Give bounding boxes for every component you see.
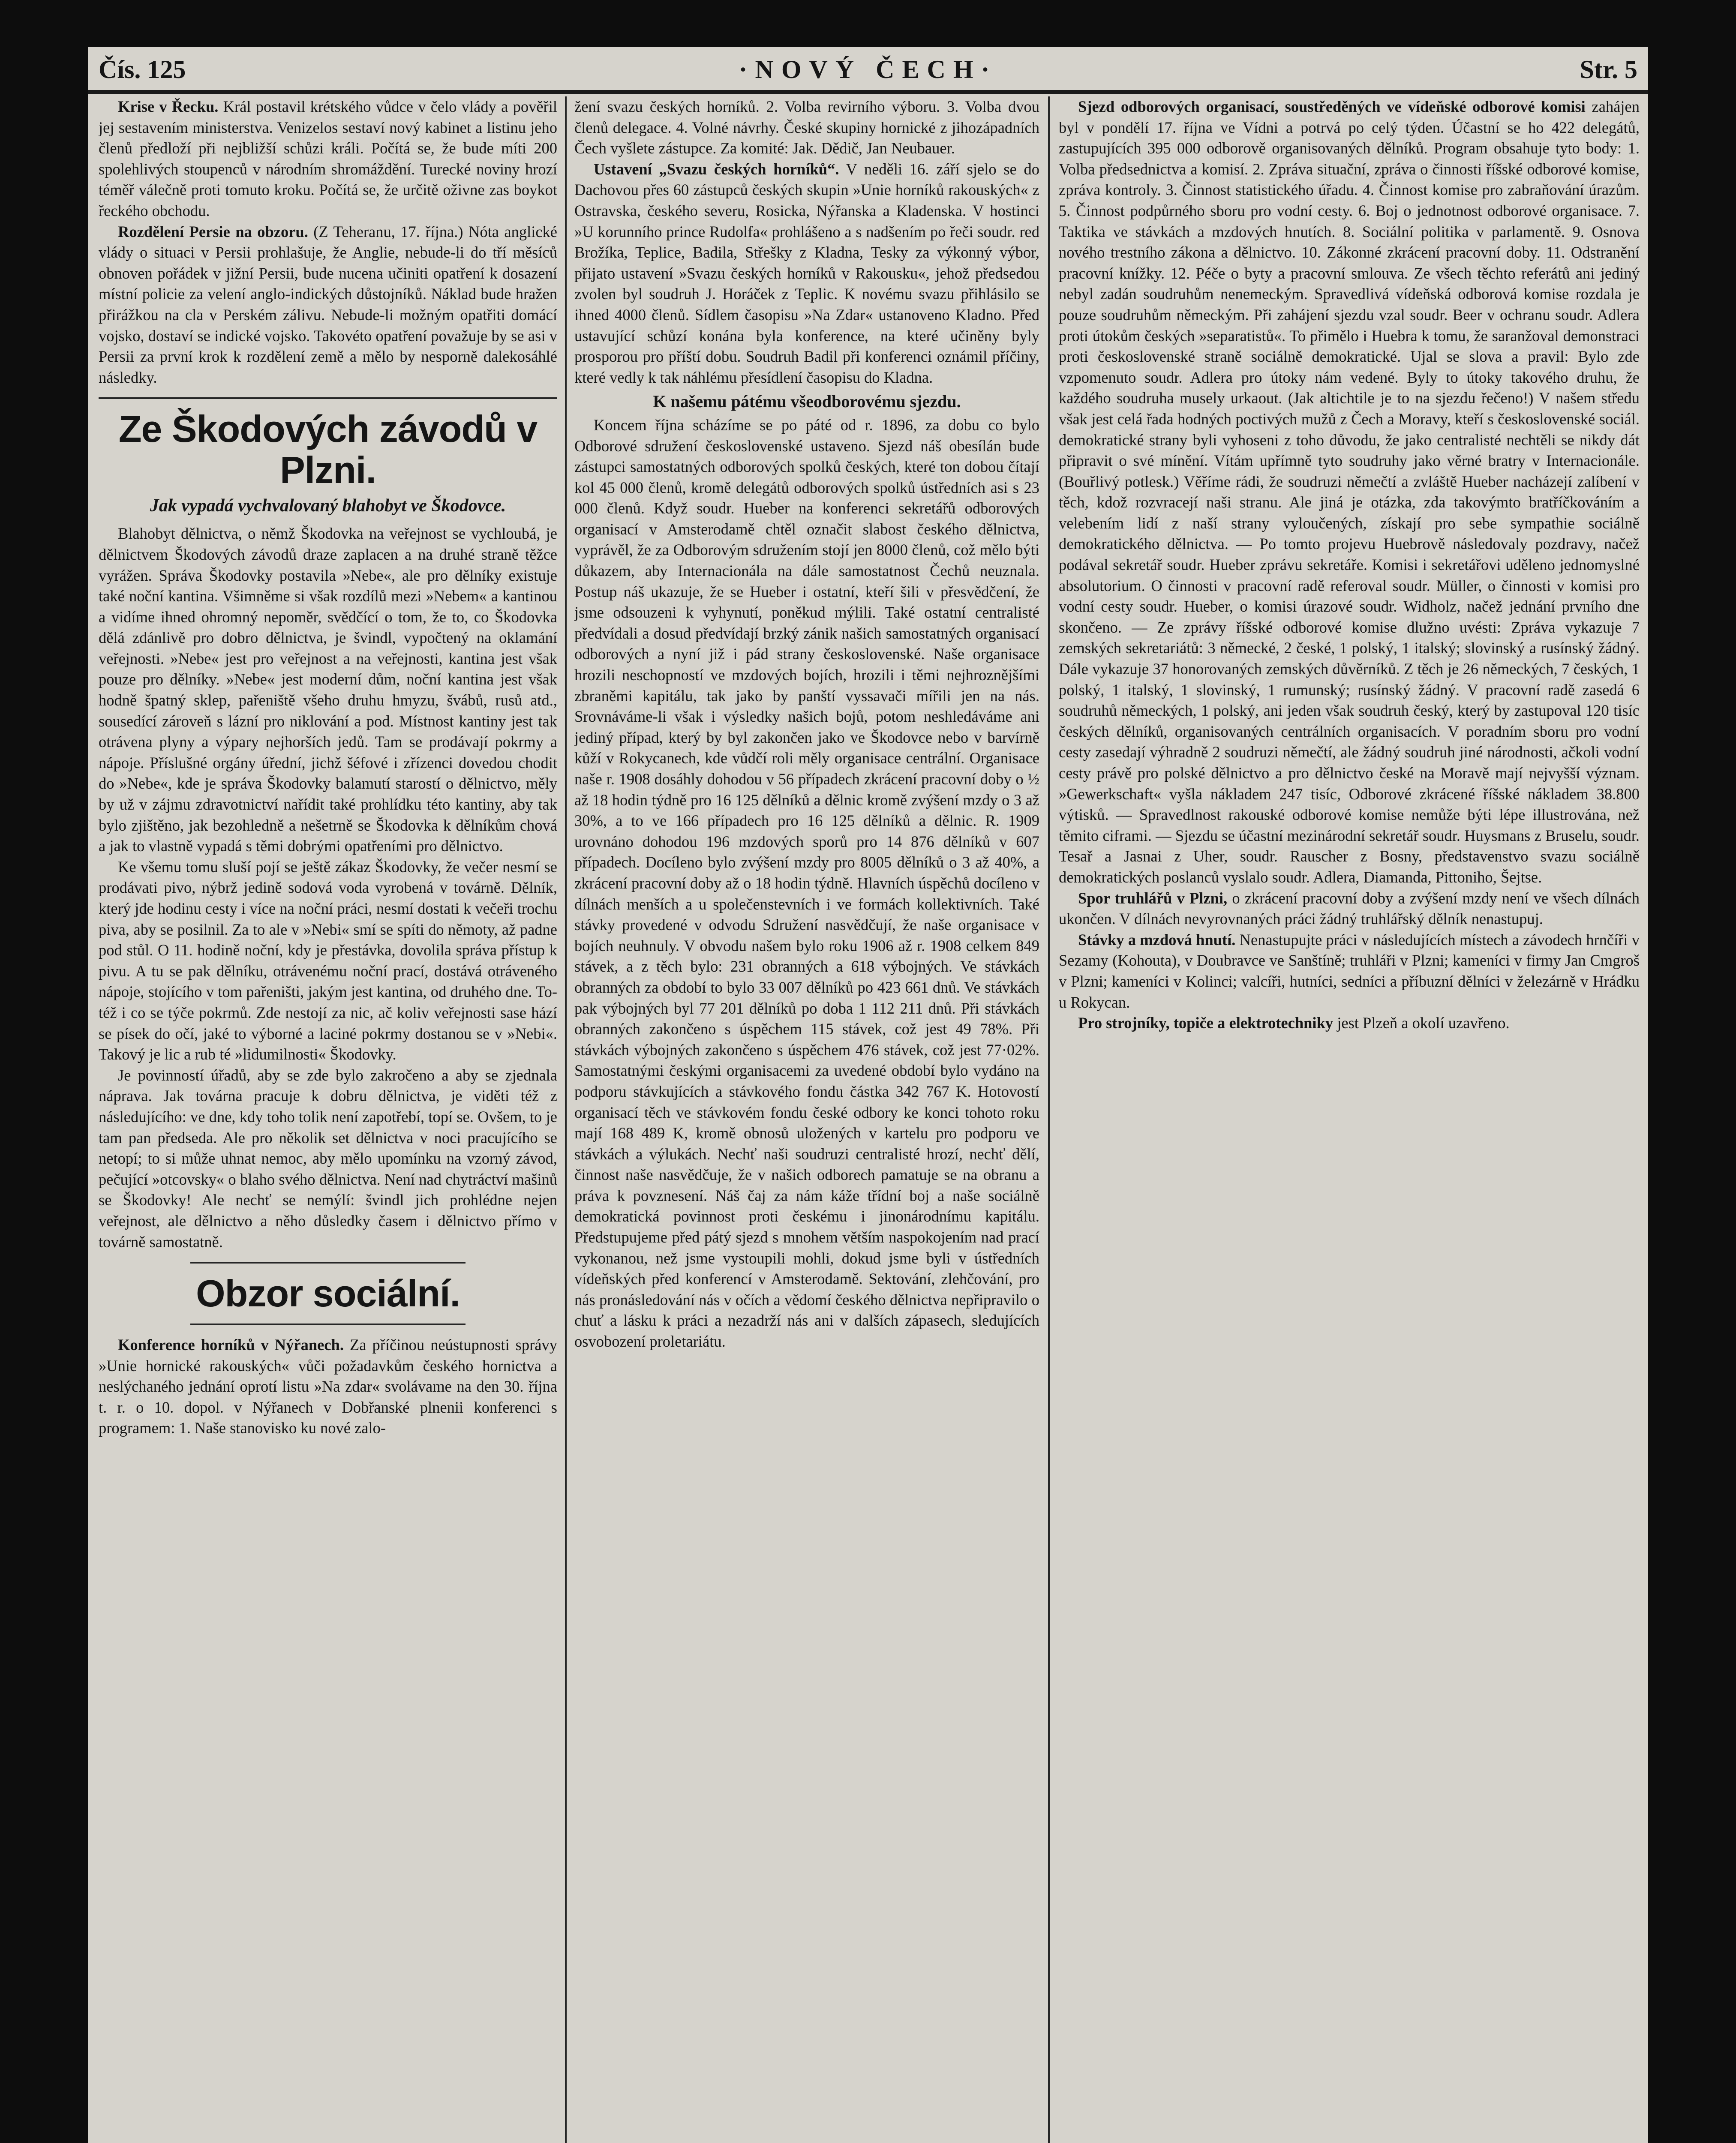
article-text: Blahobyt dělnictva, o němž Škodovka na veřejnost se vychloubá, je dělnictvem Škodových závodů draze zaplacen a na druhé straně těžce vyrážen. Správa Škodovky postavila »Nebe«, ale pro dělníky existuje také noční kantina. Všimněme si však rozdílů mezi »Nebem« a kantinou a vidíme ihned ohromný nepoměr, svědčící o tom, že to, co Škodovka dělá zdánlivě pro dobro dělnictva, je švindl, vypočtený na oklamání veřejnosti. »Nebe« jest pro veřejnost a na veřejnosti, kantina jest však pouze pro dělníky. »Nebe« jest moderní dům, noční kantina jest však hodně špatný sklep, pařeniště všeho druhu hmyzu, švábů, rusů atd., sousedící zároveň s lázní pro niklování a pod. Místnost kantiny jest tak otrávena plyny a výpary nejhorších jedů. Tam se prodávají pokrmy a nápoje. Příslušné orgány úřední, jichž šéfové i zřízenci dovedou chodit do »Nebe«, kde je správa Škodovky balamutí starostí o dělnictvo, měly by už v zájmu zdravotnictví nařídit také prohlídku této kantiny, aby tak bylo zjištěno, jak bezohledně a nešetrně se Škodovka k dělníkům chová a jak to vlastně vypadá s těmi dobrými opatřeními pro dělnictvo. xyxy=(99,525,557,855)
article-text: Je povinností úřadů, aby se zde bylo zakročeno a aby se zjednala náprava. Jak továrna pracuje k dobru dělnictva, je viděti též z následujícího: ve dne, kdy toho tolik není zapotřebí, topí se. Ovšem, to je tam pan předseda. Ale pro několik set dělnictva v noci pracujícího se netopí; to si může uhnat nemoc, aby mělo upomínku na vzorný závod, pečující »otcovsky« o blaho svého dělnictva. Není nad chytráctví mašinů se Škodovky! Ale nechť se nemýlí: švindl jich prohlédne nejen veřejnost, ale dělnictvo a něho důsledky časem i dělnictvo přímo v továrně samostatně. xyxy=(99,1066,557,1251)
headline-skoda: Ze Škodových závodů v Plzni. xyxy=(118,408,538,492)
column-1 xyxy=(99,96,557,2143)
article-text: Král postavil krétského vůdce v čelo vlády a pověřil jej sestavením ministerstva. Venizelos sestaví nový kabinet a listinu jeho členů předloží při nejbližší schůzi králi. Počítá se, že bude míti 200 spolehlivých stoupenců v národním shromáždění. Turecké noviny hrozí téměř válečně proti tomuto kroku. Počítá se, že určitě oživne zas boykot řeckého obchodu. xyxy=(99,98,557,219)
article-text: jest Plzeň a okolí uzavřeno. xyxy=(1337,1014,1510,1032)
column-3 xyxy=(1059,96,1640,2143)
article-strikes xyxy=(1059,930,1640,1013)
subheadline-skoda: Jak vypadá vychvalovaný blahobyt ve Škodovce. xyxy=(150,496,506,516)
article-miners-union xyxy=(574,159,1039,388)
article-text: Ke všemu tomu sluší pojí se ještě zákaz Škodovky, že večer nesmí se prodávati pivo, nýbrž jedině sodová voda vyrobená v továrně. Dělník, který jde hodinu cesty i více na noční práci, nesmí dostati k večeři trochu piva, aby se posilnil. Za to ale v »Nebi« smí se spíti do němoty, až padne pod stůl. O 11. hodině noční, kdy je přestávka, dovolila správa přístup k pivu. A tu se pak dělníku, otrávenému noční prací, dostává otráveného nápoje, stojícího v tom pařeništi, jakým jest kantina, od druhého dne. To-též i co se týče pokrmů. Zde nestojí za nic, ač koliv veřejnosti sase hází se písek do očí, jaké to výborné a laciné pokrmy dostanou se v »Nebi«. Takový je lic a rub té »lidumilnosti« Škodovky. xyxy=(99,858,557,1063)
article-lead: Spor truhlářů v Plzni, xyxy=(1078,889,1228,907)
column-rule xyxy=(1048,96,1050,2143)
article-lead: Ustavení „Svazu českých horníků“. xyxy=(594,160,839,178)
column-2 xyxy=(574,96,1039,2143)
article-text: (Z Teheranu, 17. října.) Nóta anglické vlády o situaci v Persii prohlašuje, že Anglie, nebude-li do tří měsíců obnoven pořádek v jižní Persii, bude nucena učiniti opatření k dosazení místní policie za velení anglo-indických důstojníků. Náklad bude hražen přirážkou na cla v Perském zálivu. Nebude-li možným opatřiti domácí vojsko, dostaví se indické vojsko. Takovéto opatření považuje by se asi v Persii za první krok k rozdělení země a mělo by nesporně dalekosáhlé následky. xyxy=(99,222,557,386)
article-lead: Krise v Řecku. xyxy=(118,98,219,115)
article-text: Nenastupujte práci v následujících místech a závodech hrnčíři v Sezamy (Kohouta), v Doubravce ve Sanštíně; truhláři v Plzni; kameníci v firmy Jan Cmgroš v Plzni; kameníci v Kolinci; valcíři, hutníci, sedníci a příbuzní dělníci v železárně v Hrádku u Rokycan. xyxy=(1059,930,1640,1011)
article-text: zahájen byl v pondělí 17. října ve Vídni a potrvá po celý týden. Účastní se ho 422 delegátů, zastupujících 395 000 odborově organisovaných dělníků. Program obsahuje tyto body: 1. Volba předsednictva a komisí. 2. Zpráva situační, zpráva o činnosti říšské odborové komise, zpráva kontroly. 3. Činnost statistického úřadu. 4. Činnost komise pro zabraňování úrazům. 5. Činnost podpůrného sboru pro vodní cesty. 6. Boj o jednotnost odborové organisace. 7. Taktika ve stávkách a mzdových hnutích. 8. Sociální politika v parlamentě. 9. Osnova nového trestního zákona a dělnictvo. 10. Zákonné zkrácení pracovní doby. 11. Odstranění pracovní knížky. 12. Péče o byty a pracovní smlouva. Ze všech těchto referátů ani jediný nebyl zadán soudruhům nenemeckým. Spravedlivá vídeňská odborová komise rozdala je pouze soudruhům německým. Při zahájení sjezdu vzal soudr. Beer v ochranu soudr. Adlera proti útokům českých »separatistů«. To přimělo i Huebra k tomu, že saranžoval demonstraci proti československé straně sociálně demokratické. Ujal se slova a pravil: Bylo zde vzpomenuto soudr. Adlera pro útoky nám vedené. Byly to útoky takového druhu, že každého soudruha musely urkaout. (Jak altichtile je to na sjezdu řečeno!) V našem středu však jest celá řada hodných poctivých mužů z Čech a Moravy, kteří s československé sociál. demokratické strany byli vyhoseni z toho důvodu, že jako centralisté nechtěli se nikdy dát připravit o své mínění. Vítám upřímně tyto soudruhy jako věrné bratry v Internacionále. (Bouřlivý potlesk.) Věříme rádi, že soudruzi němečtí a zvláště Hueber nacházejí zalíbení v těch, kdož rozvracejí naši stranu. Ale jiná je otázka, zda takovýmto bratříčkováním a velebením lidí z naší strany vyloučených, získají pro sebe sympathie sociálně demokratického dělnictva. — Po tomto projevu Huebrově následovaly pozdravy, načež podával sekretář soudr. Hueber zprávu sekretáře. Komisi i sekretářovi uděleno jednomyslné absolutorium. O činnosti v pracovní radě referoval soudr. Müller, o činnosti v komisi pro vodní cesty soudr. Hueber, o komisi úrazové soudr. Widholz, načež jednání prvního dne skončeno. — Ze zprávy říšské odborové komise dlužno uvésti: Zpráva vykazuje 7 zemských sekretariátů: 3 německé, 2 české, 1 polský, 1 italský; slovinský a rusínský žádný. Dále vykazuje 37 honorovaných zemských důvěrníků. Z těch je 26 německých, 7 českých, 1 polský, 1 italský, 1 slovinský, 1 rumunský; rusínský žádný. V pracovní radě zasedá 6 soudruhů německých, 1 polský, ani jeden však soudruh český, který by zastupoval 120 tisíc českých dělníků, organisovaných centrálních organisacích. V poradním sboru pro vodní cesty zasedají výhradně 2 soudruzi němečtí, ale žádný soudruh jiné národnosti, ačkoli vodní cesty právě pro polské dělnictvo a pro dělnictvo české na Moravě mají nejvyšší význam. »Gewerkschaft« vyšla nákladem 247 tisíc, Odborové zkrácené říšské nákladem 38.800 výtisků. — Spravedlnost rakouské odborové komise nemůže býti lépe illustrována, než těmito ciframi. — Sjezdu se účastní mezinárodní sekretář soudr. Huysmans z Bruselu, soudr. Tesař a Jasnai z Uher, soudr. Rauscher z Bosny, představenstvo svazu sociálně demokratických poslanců vyslalo soudr. Adlera, Diamanda, Pittoniho, Šejtse. xyxy=(1059,98,1640,886)
column-rule xyxy=(565,96,567,2143)
article-lead: Rozdělení Persie na obzoru. xyxy=(118,222,308,240)
article-text: žení svazu českých horníků. 2. Volba revirního výboru. 3. Volba dvou členů delegace. 4. Volné návrhy. České skupiny hornické z jihozápadních Čech vyšlete zástupce. Za komité: Jak. Dědič, Jan Neubauer. xyxy=(574,98,1039,157)
article-machinists xyxy=(1059,1013,1640,1034)
article-text: V neděli 16. září sjelo se do Dachovou přes 60 zástupců českých skupin »Unie horníků rakouských« z Ostravska, českého severu, Rosicka, Nýřanska a Kladenska. V hostinci »U korunního prince Rudolfa« prohlášeno a s nadšením po řeči soudr. red Brožíka, Teplice, Badila, Střešky z Kladna, Tesky za výkonný výbor, přijato ustavení »Svazu českých horníků v Rakousku«, jehož předsedou zvolen byl soudruh J. Horáček z Teplic. K novému svazu přihlásilo se ihned 4000 členů. Sídlem časopisu »Na Zdar« ustanoveno Kladno. Před ustavující schůzí konána byla konference, na které učiněny byly prosporou pro příští dobu. Soudruh Badil při konferenci oznámil příčiny, které vedly k tak náhlému přesídlení časopisu do Kladna. xyxy=(574,160,1039,386)
article-text: o zkrácení pracovní doby a zvýšení mzdy není ve všech dílnách ukončen. V dílnách nevyrovnaných práci žádný truhlářský dělník nenastupuj. xyxy=(1059,889,1640,928)
article-lead: Pro strojníky, topiče a elektrotechniky xyxy=(1078,1014,1334,1032)
newspaper-title: ·NOVÝ ČECH· xyxy=(739,55,997,84)
article-joiners xyxy=(1059,888,1640,930)
page-number: Str. 5 xyxy=(1580,55,1637,84)
article-text: Koncem října scházíme se po páté od r. 1896, za dobu co bylo Odborové sdružení československé ustaveno. Sjezd náš obesílán bude zástupci samostatných odborových spolků českých, které ton dobou čítají kol 45 000 členů, kromě delegátů odborových spolků ústředních asi s 23 000 členů. Když soudr. Hueber na konferenci sekretářů odborových organisací v Amsterodamě chtěl označit slabost českého dělnictva, vyprávěl, že za Odborovým sdružením stojí jen 8000 členů, což mělo býti důkazem, aby Internacionála na dále samostatnost Čechů neuznala. Postup náš ukazuje, že se Hueber i ostatní, kteří šili v přesvědčení, že jsme odsouzeni k vyhynutí, poněkud mýlili. Také ostatní centralisté předvídali a dosud předvídají brzký zánik našich samostatných organisací odborových a nyní již i pád strany československé. Naše organisace hrozili neschopností ve mzdových bojích, hrozili i těmi nejhroznějšími zbraněmi kapitálu, tak jako by panští vyssavači mířili jen na nás. Srovnáváme-li však i výsledky našich bojů, potom neshledáváme ani jediný případ, který by byl zakončen jako ve Škodovce nebo v barvírně kůží v Rokycanech, kde vůdčí roli měly organisace centrální. Organisace naše r. 1908 dosáhly dohodou v 56 případech zkrácení pracovní doby o ½ až 18 hodin týdně pro 16 125 dělníků a dělnic kromě zvýšení mzdy o 3 až 30%, a to ve 166 případech pro 16 125 dělníků a dělnic. R. 1909 urovnáno dohodou 196 mzdových sporů pro 14 876 dělníků v 607 případech. Docíleno bylo zvýšení mzdy pro 8005 dělníků o 3 až 40%, a zkrácení pracovní doby až o 18 hodin týdně. Hlavních úspěchů docíleno v dílnách menších a u společenstevních i ve formách kollektivních. Také stávky provedené v odvodu Sdružení nasvědčují, že naše organisace v bojích neuhnuly. V obvodu našem bylo roku 1906 až r. 1908 celkem 849 stávek, a z těch bylo: 231 obranných a 618 výbojných. Ve stávkách obranných za období to bylo 33 007 dělníků po 423 661 dnů. Ve stávkách pak výbojných byl 77 201 dělníků po doba 1 112 211 dnů. Při stávkách obranných zakončeno s úspěchem 115 stávek, což jest 49 78%. Při stávkách výbojných zakončeno s úspěchem 476 stávek, což jest 77·02%. Samostatnými českými organisacemi za uvedené období bylo vydáno na podporu stávkujících a stávkového fondu částka 342 767 K. Hotovostí organisací těch ve stávkovém fondu české odbory ke konci tohoto roku mají 168 489 K, kromě obnosů uložených v kartelu pro podporu ve stávkách a výlukách. Nechť naši soudruzi centralisté hrozí, nechť dělí, činnost naše nasvědčuje, že v našich odborech pamatuje se na obranu a práva k povznesení. Náš čaj za nám káže třídní boj a naše sociálně demokratická povinnost proti českému i jinonárodnímu kapitálu. Předstupujeme před pátý sjezd s mnohem větším naspokojením nad prací vykonanou, než jsme vystoupili mohli, dokud jsme byli v ústředních vídeňských před konferencí v Amsterodamě. Sektování, zlehčování, pro nás pronásledování nás v očích a vědomí českého dělnictva nepřipravilo o chuť a lásku k práci a nezadrží nás ani v dalších zápasech, sledujících osvobození proletariátu. xyxy=(574,416,1039,1351)
article-conference xyxy=(99,1335,557,1439)
article-persia xyxy=(99,222,557,388)
article-lead: Stávky a mzdová hnutí. xyxy=(1078,930,1236,948)
article-lead: Konference horníků v Nýřanech. xyxy=(118,1336,344,1354)
divider xyxy=(190,1324,466,1325)
issue-number: Čís. 125 xyxy=(99,55,186,84)
article-greece xyxy=(99,96,557,222)
masthead xyxy=(88,47,1648,94)
divider xyxy=(99,397,557,399)
newspaper-page xyxy=(88,47,1648,2143)
heading-congress: K našemu pátému všeodborovému sjezdu. xyxy=(653,392,961,411)
divider xyxy=(190,1262,466,1264)
article-vienna-congress xyxy=(1059,96,1640,888)
article-lead: Sjezd odborových organisací, soustředěných ve vídeňské odborové komisi xyxy=(1078,98,1586,115)
article-text: Za příčinou neústupnosti správy »Unie hornické rakouských« vůči požadavkům českého hornictva a neslýchaného jednání oprotí listu »Na zdar« svolávame na den 30. října t. r. o 10. dopol. v Nýřanech v Dobřanské plnenii konferenci s programem: 1. Naše stanovisko ku nové zalo- xyxy=(99,1336,557,1437)
section-heading-social: Obzor sociální. xyxy=(196,1272,460,1315)
